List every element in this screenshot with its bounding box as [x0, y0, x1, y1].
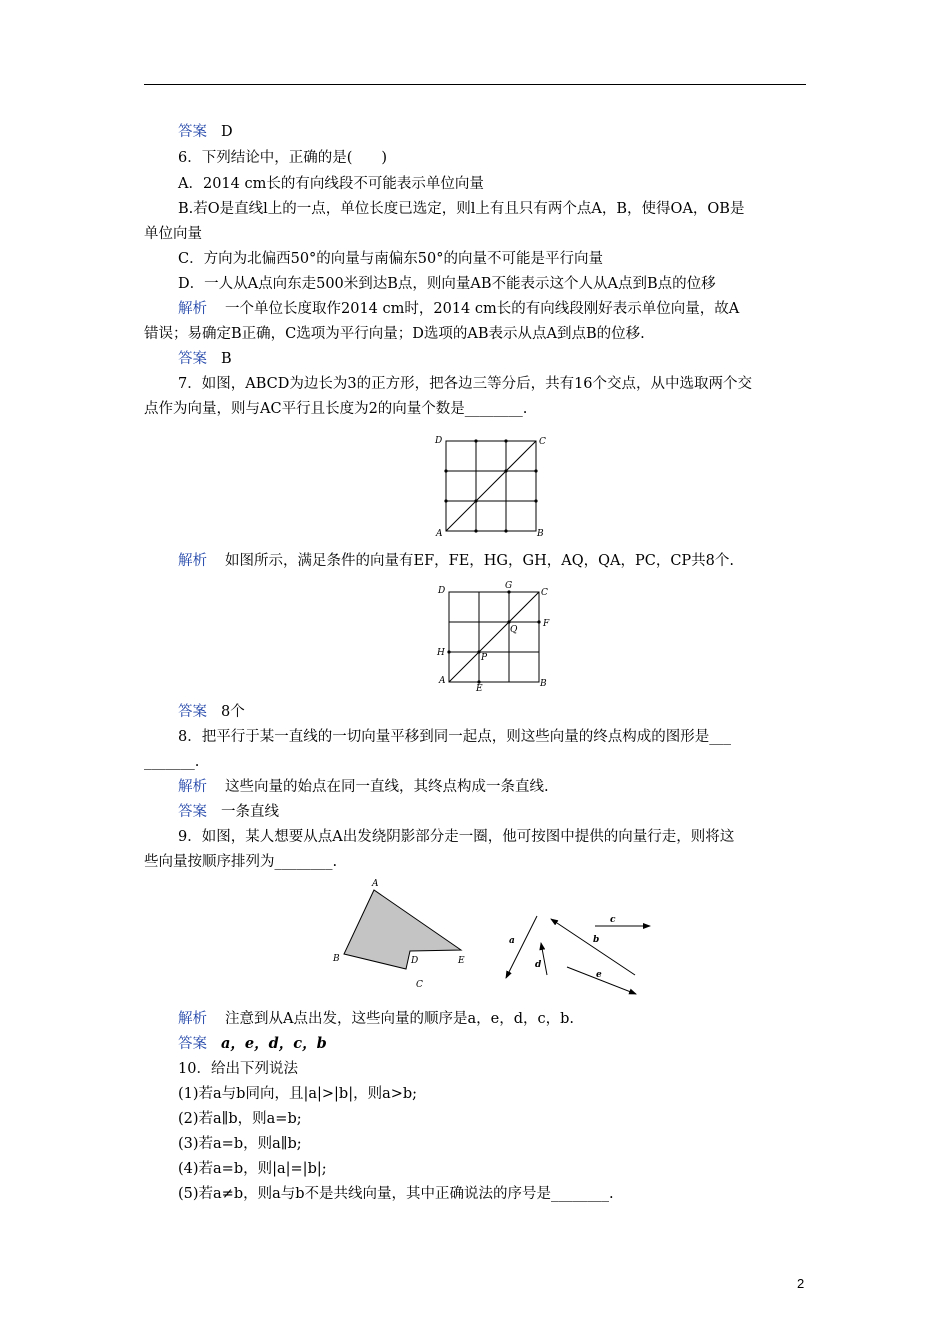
- q8-analysis: 解析 这些向量的始点在同一直线，其终点构成一条直线.: [178, 779, 549, 795]
- fig2-label-e: E: [476, 684, 483, 693]
- shape-label-d: D: [411, 956, 419, 966]
- q10-stem: 10．给出下列说法: [178, 1061, 298, 1077]
- q9-figure-shaded-shape: [330, 874, 475, 994]
- page-number: 2: [797, 1276, 805, 1291]
- q7-figure-solution: [430, 578, 560, 693]
- q6-analysis-line2: 错误；易确定B正确，C选项为平行向量；D选项的AB表示从点A到点B的位移.: [144, 326, 645, 342]
- q6-answer: 答案 B: [178, 351, 232, 367]
- vector-label-b: b: [593, 935, 600, 945]
- shape-label-b: B: [333, 954, 340, 964]
- q9-stem-line1: 9．如图，某人想要从点A出发绕阴影部分走一圈，他可按图中提供的向量行走，则将这: [178, 829, 735, 845]
- q9-stem-line2: 些向量按顺序排列为________.: [144, 854, 338, 870]
- shape-label-e: E: [458, 956, 465, 966]
- q7-analysis: 解析 如图所示，满足条件的向量有EF，FE，HG，GH，AQ，QA，PC，CP共8个.: [178, 553, 734, 569]
- vector-label-e: e: [596, 970, 602, 980]
- fig2-label-b: B: [540, 679, 547, 689]
- q7-figure-grid: [430, 432, 550, 542]
- fig2-label-h: H: [437, 648, 445, 658]
- q10-statement-1: (1)若a与b同向，且|a|>|b|，则a>b;: [178, 1086, 418, 1102]
- answer-5: 答案 D: [178, 124, 233, 140]
- q7-stem-line2: 点作为向量，则与AC平行且长度为2的向量个数是________.: [144, 401, 528, 417]
- fig1-label-c: C: [539, 437, 546, 447]
- fig2-label-c: C: [541, 588, 548, 598]
- fig2-label-f: F: [543, 619, 550, 629]
- q6-option-a: A．2014 cm长的有向线段不可能表示单位向量: [178, 176, 484, 192]
- q6-option-b-line2: 单位向量: [144, 226, 202, 242]
- q6-option-d: D．一人从A点向东走500米到达B点，则向量AB不能表示这个人从A点到B点的位移: [178, 276, 716, 292]
- q9-answer: 答案 a，e，d，c，b: [178, 1035, 327, 1052]
- fig1-label-d: D: [435, 436, 443, 446]
- fig1-label-a: A: [436, 529, 443, 539]
- fig2-label-a: A: [439, 676, 446, 686]
- q9-analysis: 解析 注意到从A点出发，这些向量的顺序是a，e，d，c，b.: [178, 1011, 574, 1027]
- vector-label-d: d: [535, 960, 542, 970]
- q10-statement-5: (5)若a≠b，则a与b不是共线向量，其中正确说法的序号是________.: [178, 1186, 614, 1202]
- fig1-label-b: B: [537, 529, 544, 539]
- q7-stem-line1: 7．如图，ABCD为边长为3的正方形，把各边三等分后，共有16个交点，从中选取两个交: [178, 376, 753, 392]
- q8-stem-line2: _______.: [144, 754, 200, 770]
- shape-label-a: A: [372, 879, 379, 889]
- vector-label-a: a: [509, 936, 515, 946]
- q6-option-b-line1: B.若O是直线l上的一点，单位长度已选定，则l上有且只有两个点A，B，使得OA，OB是: [178, 201, 745, 217]
- q10-statement-3: (3)若a=b，则a∥b;: [178, 1136, 302, 1152]
- vector-d: [541, 943, 547, 975]
- q10-statement-4: (4)若a=b，则|a|=|b|;: [178, 1161, 327, 1177]
- q9-figure-vectors: [495, 905, 660, 1005]
- fig2-label-q: Q: [510, 625, 518, 635]
- header-rule: [144, 84, 806, 85]
- fig2-label-d: D: [438, 586, 446, 596]
- vector-b: [551, 919, 635, 975]
- q6-option-c: C．方向为北偏西50°的向量与南偏东50°的向量不可能是平行向量: [178, 251, 603, 267]
- vector-label-c: c: [610, 915, 616, 925]
- vector-a: [506, 916, 537, 978]
- q6-analysis-line1: 解析 一个单位长度取作2014 cm时，2014 cm长的有向线段刚好表示单位向量，故A: [178, 301, 740, 317]
- shape-label-c: C: [416, 980, 423, 990]
- fig2-label-p: P: [481, 653, 488, 663]
- q6-stem: 6．下列结论中，正确的是( ): [178, 150, 388, 166]
- q8-stem-line1: 8．把平行于某一直线的一切向量平移到同一起点，则这些向量的终点构成的图形是___: [178, 729, 731, 745]
- q8-answer: 答案 一条直线: [178, 804, 279, 820]
- q7-answer: 答案 8个: [178, 704, 245, 720]
- fig2-label-g: G: [505, 581, 513, 591]
- q10-statement-2: (2)若a∥b，则a=b;: [178, 1111, 302, 1127]
